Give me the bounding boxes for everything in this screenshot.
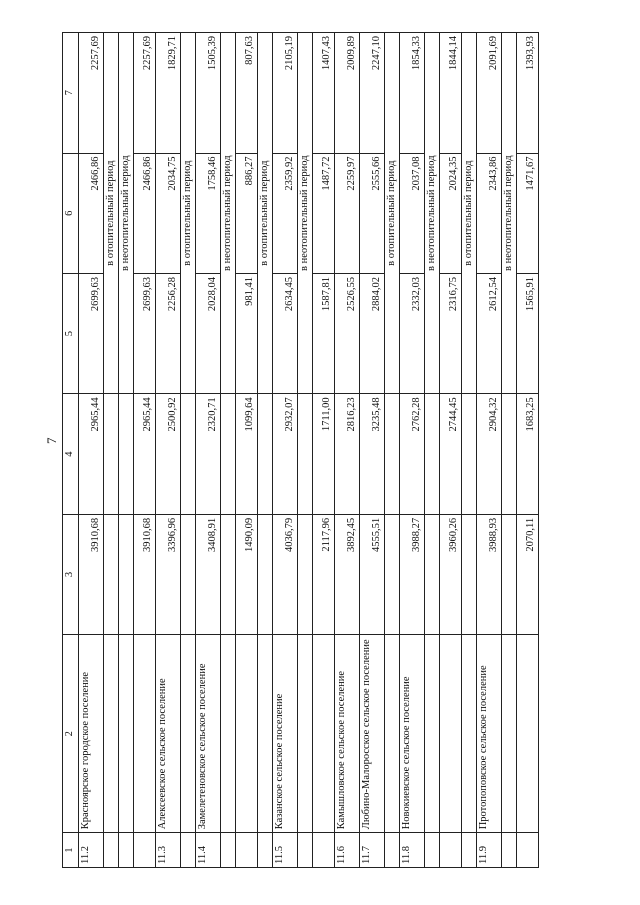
row-number-cell xyxy=(134,833,156,868)
value-cell: 2466,86 xyxy=(134,153,156,273)
period-row xyxy=(385,33,400,868)
table-body xyxy=(79,33,539,868)
empty-cell xyxy=(221,394,236,514)
period-label: в отопительный период xyxy=(104,33,119,394)
period-row xyxy=(502,33,517,868)
value-cell: 2932,07 xyxy=(273,394,298,514)
settlement-name-cell: Новокиевское сельское поселение xyxy=(400,635,425,833)
value-cell: 2070,11 xyxy=(517,514,539,634)
value-cell: 1683,25 xyxy=(517,394,539,514)
value-cell: 1844,14 xyxy=(440,33,462,154)
row-number-cell xyxy=(119,833,134,868)
table-row xyxy=(360,33,385,868)
value-cell: 2256,28 xyxy=(156,273,181,393)
value-cell: 2024,35 xyxy=(440,153,462,273)
table-row xyxy=(335,33,360,868)
value-cell: 2634,45 xyxy=(273,273,298,393)
settlement-name-cell: Алексеевское сельское поселение xyxy=(156,635,181,833)
settlement-name-cell: Казанское сельское поселение xyxy=(273,635,298,833)
value-cell: 2555,66 xyxy=(360,153,385,273)
table-row xyxy=(236,33,258,868)
table-row xyxy=(313,33,335,868)
period-row xyxy=(119,33,134,868)
rotated-table-container xyxy=(62,32,582,868)
value-cell: 2526,55 xyxy=(335,273,360,393)
value-cell: 3892,45 xyxy=(335,514,360,634)
name-cell xyxy=(385,635,400,833)
value-cell: 2343,86 xyxy=(477,153,502,273)
header-row xyxy=(63,33,79,868)
value-cell: 3960,26 xyxy=(440,514,462,634)
period-label: в неотопительный период xyxy=(425,33,440,394)
value-cell: 3910,68 xyxy=(79,514,104,634)
name-cell xyxy=(221,635,236,833)
empty-cell xyxy=(104,514,119,634)
value-cell: 1487,72 xyxy=(313,153,335,273)
settlement-name-cell xyxy=(236,635,258,833)
period-label: в отопительный период xyxy=(181,33,196,394)
empty-cell xyxy=(119,394,134,514)
value-cell: 3910,68 xyxy=(134,514,156,634)
settlement-name-cell: Камышловское сельское поселение xyxy=(335,635,360,833)
empty-cell xyxy=(298,394,313,514)
header-cell: 1 xyxy=(63,833,79,868)
value-cell: 2359,92 xyxy=(273,153,298,273)
header-cell: 2 xyxy=(63,635,79,833)
page-number: 7 xyxy=(44,437,59,444)
empty-cell xyxy=(221,514,236,634)
period-label: в неотопительный период xyxy=(221,33,236,394)
settlement-name-cell: Любино-Малоросское сельское поселение xyxy=(360,635,385,833)
settlement-name-cell: Протопоповское сельское поселение xyxy=(477,635,502,833)
value-cell: 2117,96 xyxy=(313,514,335,634)
table-row xyxy=(134,33,156,868)
value-cell: 1393,93 xyxy=(517,33,539,154)
header-cell: 7 xyxy=(63,33,79,154)
value-cell: 2091,69 xyxy=(477,33,502,154)
header-cell: 5 xyxy=(63,273,79,393)
table-row xyxy=(517,33,539,868)
settlement-name-cell: Замелетеновское сельское поселение xyxy=(196,635,221,833)
period-label: в отопительный период xyxy=(462,33,477,394)
settlement-name-cell xyxy=(134,635,156,833)
value-cell: 2762,28 xyxy=(400,394,425,514)
value-cell: 2320,71 xyxy=(196,394,221,514)
period-row xyxy=(221,33,236,868)
empty-cell xyxy=(298,514,313,634)
row-number-cell xyxy=(425,833,440,868)
tariff-table xyxy=(62,32,539,868)
empty-cell xyxy=(502,514,517,634)
name-cell xyxy=(181,635,196,833)
settlement-name-cell: Красноярское городское поселение xyxy=(79,635,104,833)
value-cell: 1854,33 xyxy=(400,33,425,154)
value-cell: 2259,97 xyxy=(335,153,360,273)
empty-cell xyxy=(181,514,196,634)
value-cell: 2028,04 xyxy=(196,273,221,393)
header-cell: 6 xyxy=(63,153,79,273)
value-cell: 4036,79 xyxy=(273,514,298,634)
value-cell: 2904,32 xyxy=(477,394,502,514)
value-cell: 3988,93 xyxy=(477,514,502,634)
table-row xyxy=(79,33,104,868)
value-cell: 2316,75 xyxy=(440,273,462,393)
value-cell: 1758,46 xyxy=(196,153,221,273)
period-row xyxy=(462,33,477,868)
empty-cell xyxy=(462,514,477,634)
row-number-cell: 11.8 xyxy=(400,833,425,868)
value-cell: 2965,44 xyxy=(79,394,104,514)
period-label: в отопительный период xyxy=(385,33,400,394)
value-cell: 2816,23 xyxy=(335,394,360,514)
header-cell: 4 xyxy=(63,394,79,514)
empty-cell xyxy=(119,514,134,634)
value-cell: 1711,00 xyxy=(313,394,335,514)
value-cell: 2744,45 xyxy=(440,394,462,514)
name-cell xyxy=(425,635,440,833)
row-number-cell: 11.4 xyxy=(196,833,221,868)
value-cell: 1505,39 xyxy=(196,33,221,154)
row-number-cell xyxy=(313,833,335,868)
row-number-cell xyxy=(502,833,517,868)
settlement-name-cell xyxy=(517,635,539,833)
table-row xyxy=(440,33,462,868)
value-cell: 886,27 xyxy=(236,153,258,273)
value-cell: 1565,91 xyxy=(517,273,539,393)
empty-cell xyxy=(425,514,440,634)
row-number-cell xyxy=(104,833,119,868)
value-cell: 2884,02 xyxy=(360,273,385,393)
row-number-cell xyxy=(298,833,313,868)
row-number-cell xyxy=(462,833,477,868)
value-cell: 2612,54 xyxy=(477,273,502,393)
period-row xyxy=(258,33,273,868)
value-cell: 1407,43 xyxy=(313,33,335,154)
value-cell: 1471,67 xyxy=(517,153,539,273)
row-number-cell: 11.5 xyxy=(273,833,298,868)
empty-cell xyxy=(385,514,400,634)
table-row xyxy=(273,33,298,868)
settlement-name-cell xyxy=(313,635,335,833)
value-cell: 2332,03 xyxy=(400,273,425,393)
table-row xyxy=(477,33,502,868)
name-cell xyxy=(298,635,313,833)
value-cell: 2247,10 xyxy=(360,33,385,154)
empty-cell xyxy=(258,514,273,634)
row-number-cell: 11.2 xyxy=(79,833,104,868)
value-cell: 807,63 xyxy=(236,33,258,154)
period-row xyxy=(181,33,196,868)
empty-cell xyxy=(104,394,119,514)
row-number-cell xyxy=(181,833,196,868)
table-row xyxy=(156,33,181,868)
period-row xyxy=(104,33,119,868)
value-cell: 2965,44 xyxy=(134,394,156,514)
row-number-cell xyxy=(385,833,400,868)
value-cell: 981,41 xyxy=(236,273,258,393)
value-cell: 1099,64 xyxy=(236,394,258,514)
period-label: в неотопительный период xyxy=(119,33,134,394)
settlement-name-cell xyxy=(440,635,462,833)
name-cell xyxy=(502,635,517,833)
value-cell: 3396,96 xyxy=(156,514,181,634)
table-row xyxy=(400,33,425,868)
value-cell: 3408,91 xyxy=(196,514,221,634)
row-number-cell xyxy=(258,833,273,868)
value-cell: 1829,71 xyxy=(156,33,181,154)
value-cell: 3235,48 xyxy=(360,394,385,514)
row-number-cell: 11.6 xyxy=(335,833,360,868)
name-cell xyxy=(104,635,119,833)
empty-cell xyxy=(462,394,477,514)
row-number-cell xyxy=(221,833,236,868)
row-number-cell xyxy=(517,833,539,868)
value-cell: 2500,92 xyxy=(156,394,181,514)
value-cell: 2699,63 xyxy=(79,273,104,393)
period-label: в отопительный период xyxy=(258,33,273,394)
header-cell: 3 xyxy=(63,514,79,634)
row-number-cell: 11.7 xyxy=(360,833,385,868)
value-cell: 1490,09 xyxy=(236,514,258,634)
empty-cell xyxy=(385,394,400,514)
value-cell: 4555,51 xyxy=(360,514,385,634)
period-row xyxy=(298,33,313,868)
value-cell: 2257,69 xyxy=(79,33,104,154)
empty-cell xyxy=(502,394,517,514)
period-label: в неотопительный период xyxy=(502,33,517,394)
value-cell: 2699,63 xyxy=(134,273,156,393)
row-number-cell: 11.9 xyxy=(477,833,502,868)
name-cell xyxy=(119,635,134,833)
value-cell: 2009,89 xyxy=(335,33,360,154)
value-cell: 2257,69 xyxy=(134,33,156,154)
table-row xyxy=(196,33,221,868)
value-cell: 2105,19 xyxy=(273,33,298,154)
name-cell xyxy=(258,635,273,833)
empty-cell xyxy=(181,394,196,514)
value-cell: 2034,75 xyxy=(156,153,181,273)
value-cell: 3988,27 xyxy=(400,514,425,634)
period-row xyxy=(425,33,440,868)
row-number-cell xyxy=(236,833,258,868)
empty-cell xyxy=(425,394,440,514)
row-number-cell: 11.3 xyxy=(156,833,181,868)
value-cell: 2466,86 xyxy=(79,153,104,273)
empty-cell xyxy=(258,394,273,514)
name-cell xyxy=(462,635,477,833)
value-cell: 1587,81 xyxy=(313,273,335,393)
row-number-cell xyxy=(440,833,462,868)
value-cell: 2037,08 xyxy=(400,153,425,273)
period-label: в неотопительный период xyxy=(298,33,313,394)
